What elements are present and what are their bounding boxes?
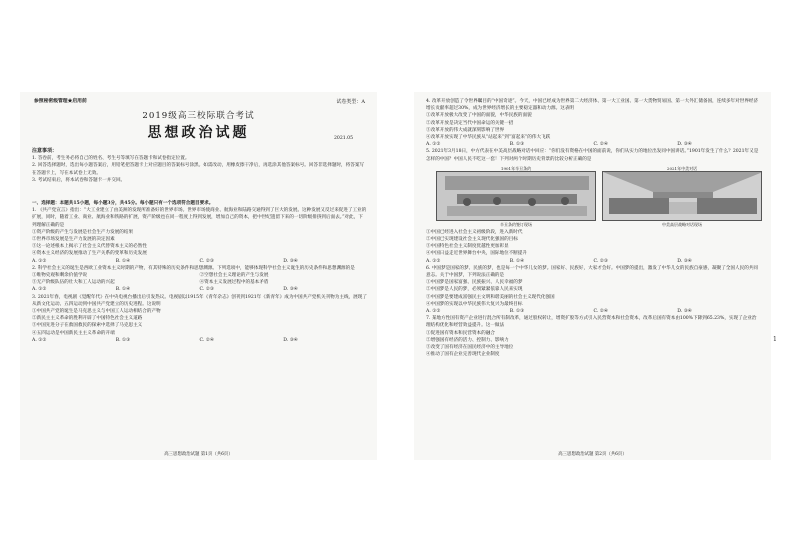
exam-title: 2019级高三校际联合考试 [142,111,255,121]
answer-choice: B. ①④ [115,287,131,293]
side-page-mark: 1 [773,336,777,343]
answer-row [32,258,367,265]
answer-choice: A. ①② [426,142,441,148]
option-line: ①中国梦是国家富强、民族振兴、人民幸福的梦 [426,280,523,286]
option-line: ②空想社会主义理论的产生与发展 [199,273,269,279]
exam-date: 2021.05 [334,136,353,141]
page-footer: 高三思想政治试题 第1页（共6页） [164,452,233,457]
answer-choice: A. ①② [426,258,441,264]
option-line: ②世界市场发展是生产力发展的决定因素 [32,237,115,243]
section-title: 一、选择题：本题共15小题，每小题3分，共45分。每小题只有一个选项符合题目要求。 [32,201,214,206]
exam-page-1 [20,92,377,460]
option-line: ③改革开放的伟大成就深刻影响了世界 [426,127,505,133]
option-line: ④推动了国有企业完善现代企业制度 [426,352,500,358]
answer-choice: D. ③④ [677,142,692,148]
answer-row [426,258,761,265]
note-item: 2. 回答选择题时，选出每小题答案后，用铅笔把答题卡上对应题目的答案标号涂黑。如需改动，用橡皮擦干净后，再选涂其他答案标号。回答非选择题时，将答案写在答题卡上，写在本试卷上无效。 [32,163,365,176]
answer-choice: C. ②③ [199,258,215,264]
modern-photo [602,165,762,227]
option-line: ①资产阶级的产生与发展是社会生产力发展的结果 [32,229,134,235]
question-4-stem: 4. 改革开放创造了令世界瞩目的“中国奇迹”。今天，中国已经成为世界第二大经济体、第一大工业国、第一大货物贸易国、第一大外汇储备国，连续多年对世界经济增长贡献率超过30%，成为世界经济增长的主要稳定器和动力源。这表明 [426,99,759,112]
option-line: ④中国梦的实现以中华民族伟大复兴为最终目标 [426,301,523,307]
answer-choice: B. ①④ [115,258,131,264]
answer-choice: C. ②④ [593,309,609,315]
option-line: ④改革开放实现了中华民族从“站起来”到“富起来”的伟大飞跃 [426,135,551,141]
answer-choice: D. ③④ [677,309,692,315]
answer-row [426,308,761,315]
note-item: 3. 考试结束后，将本试卷和答题卡一并交回。 [32,177,126,183]
subject-title: 思想政治试题 [147,125,250,141]
option-line: ③改变了国有经济在国民经济中的主导地位 [426,345,514,351]
photo-subcaption: 中美高层战略对话现场 [662,221,702,227]
answer-choice: A. ①② [32,258,47,264]
questions-block [32,200,367,344]
option-line: ③无产阶级队伍的壮大和工人运动的兴起 [32,280,115,286]
photo-subcaption: 辛丑条约签订现场 [500,221,532,227]
option-line: ②中国梦是人民的梦，必须紧紧依靠人民来实现 [426,287,523,293]
notes-heading: 注意事项： [32,148,58,154]
answer-choice: D. ③④ [283,258,298,264]
answer-choice: D. ③④ [283,337,298,343]
secret-label: 参照秘密级管理★启用前 [34,98,87,104]
photo-image [602,171,762,221]
option-line: ③中国先进分子在救国救民的探索中选择了马克思主义 [32,323,143,329]
question-3-stem: 3. 2021年春，电视剧《觉醒年代》在中央电视台播出后引发热议。电视剧以1915年《青年杂志》创刊到1921年《新青年》成为中国共产党机关刊物为主线，展现了从新文化运动、五四运动到中国共产党建立的历史进程。这说明 [32,294,367,307]
option-line: ②新民主主义革命的胜利开辟了中国特色社会主义道路 [32,316,143,322]
option-line: ①中国共产党的诞生是马克思主义与中国工人运动相结合的产物 [32,309,161,315]
answer-row [32,337,367,344]
answer-choice: A. ①② [426,309,441,315]
note-item: 1. 答卷前，考生务必将自己的姓名、考生号等填写在答题卡和试卷指定位置。 [32,156,190,162]
option-line: ②中国已实现建设社会主义现代化强国的目标 [426,237,518,243]
answer-choice: D. ③④ [283,287,298,293]
answer-choice: C. ②③ [593,258,609,264]
option-line: ④资本主义发展过程中的基本矛盾 [199,280,269,286]
photo-pair [436,165,761,227]
option-line: ①促进国有资本和民营资本的融合 [426,330,495,336]
option-line: ③这一论述根本上揭示了社会主义代替资本主义的必然性 [32,244,147,250]
option-line: ①改革开放极大改变了中国的面貌，中华民族的面貌 [426,113,532,119]
option-line: ④五四运动是中国新民主主义革命的开端 [32,330,115,336]
option-line: ①中国已经进入社会主义初级阶段，进入新时代 [426,229,523,235]
option-line: ③中国梦是要建成富强民主文明和谐美丽的社会主义现代化强国 [426,294,555,300]
question-1-stem: 1. 《共产党宣言》指出：“大工业建立了由美洲的发现所准备好的世界市场。世界市场使商业、航海业和陆路交通得到了巨大的发展。这种发展又反过来促进了工业的扩展，同时，随着工业、商业、航海业和铁路的扩展，资产阶级也在同一程度上得到发展，增加自己的资本，把中世纪遗留下来的一切阶级排挤到后面去。”对此，下列理解正确的是 [32,208,367,228]
answer-choice: B. ①③ [509,142,525,148]
historical-photo [436,165,596,227]
questions-block [426,98,761,358]
question-5-stem: 5. 2021年3月18日，中方代表在中美高层战略对话中回应：“你们没有资格在中国的面前说，你们从实力的地位出发同中国讲话。”1901年发生了什么？2021年又是怎样的中国？中国人民不吃这一套！下列对两个时期历史背景的比较分析正确的是 [426,149,759,162]
answer-row [426,141,761,148]
option-line: ②增强国有经济的活力、控制力、影响力 [426,337,509,343]
page-footer: 高三思想政治试题 第2页（共6页） [558,452,627,457]
question-6-stem: 6. 中国梦是国家的梦、民族的梦，也是每一个中华儿女的梦。国家好、民族好，大家才会好。中国梦的提出，激发了中华儿女的民族自豪感，凝聚了全国人民的共同意志。关于中国梦，下列说法正确的是 [426,265,759,279]
answer-choice: D. ③④ [677,258,692,264]
option-line: ④资本主义经济的发展推动了生产关系的变革和历史发展 [32,251,147,257]
question-2-stem: 2. 科学社会主义的诞生是西欧工业资本主义时期的产物，有其特殊的历史条件和思想渊源。下列选项中，能够体现科学社会主义诞生的历史条件和思想渊源的是 [32,265,355,271]
answer-choice: A. ①② [32,337,47,343]
answer-choice: B. ①③ [509,309,525,315]
photo-caption: 2021年中美对话 [666,165,698,171]
option-line: ②改革开放是决定当代中国命运的关键一招 [426,120,514,126]
photo-caption: 1901年辛丑条约 [500,165,532,171]
answer-choice: C. ②④ [199,337,215,343]
option-line: ①唯物史观和剩余价值学说 [32,273,88,279]
option-grid [32,272,367,286]
answer-choice: C. ②③ [199,287,215,293]
question-7-stem: 7. 某地方性国有资产企业进行混合所有制改革，通过股权转让，增资扩股等方式引入民营资本和社会资本，改革后国有资本由100%下降到65.23%，实现了企业治理结构优化和经营效益提升。这一做法 [426,316,757,329]
exam-page-2 [414,92,771,460]
answer-choice: B. ①④ [509,258,525,264]
option-line: ③中国特色社会主义制度优越性更加彰显 [426,244,509,250]
answer-choice: B. ①③ [115,337,131,343]
answer-choice: C. ②④ [593,142,609,148]
notes-block [32,148,367,184]
photo-image [436,171,596,221]
answer-row [32,286,367,293]
answer-choice: A. ①② [32,287,47,293]
exam-type-label: 试卷类型：A [336,99,365,105]
option-line: ④中国日益走近世界舞台中央，国际地位不断提升 [426,251,528,257]
